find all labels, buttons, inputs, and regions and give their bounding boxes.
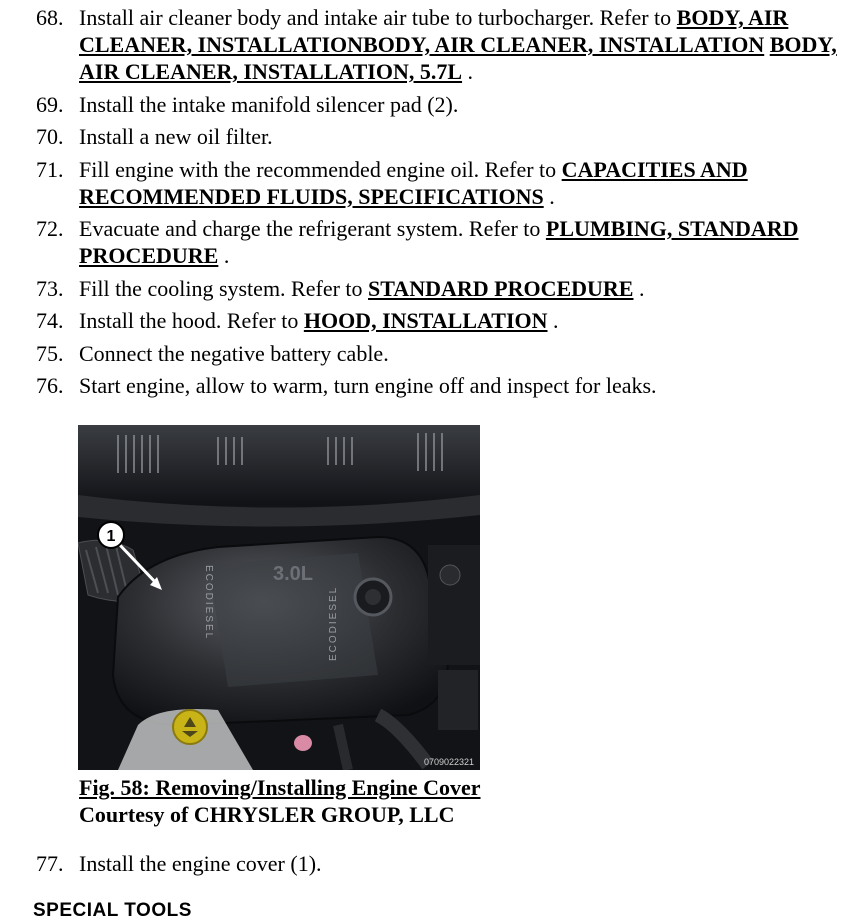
ref-link-body-air-cleaner-installation-5-7l[interactable]: BODY, AIR CLEANER, INSTALLATION, 5.7L [79,32,837,84]
callout-number: 1 [106,528,116,545]
step-69 [0,91,862,118]
step-76 [0,372,862,399]
ref-link-plumbing-standard-procedure[interactable]: PLUMBING, STANDARD PROCEDURE [79,216,799,268]
step-text: Install the engine cover (1). [79,851,322,876]
step-number: 76. [36,373,64,398]
step-73: 73. Fill the cooling system. Refer to STANDARD PROCEDURE . [36,275,645,301]
cowl-grille [78,425,480,505]
step-74: 74. Install the hood. Refer to HOOD, INSTALLATION . [36,308,559,333]
step-text: Connect the negative battery cable. [79,340,389,366]
step-72: 72. Evacuate and charge the refrigerant system. Refer to PLUMBING, STANDARD PROCEDURE . [36,216,799,268]
step-number: 71. [36,156,64,182]
step-70 [0,123,862,150]
engine-bay-illustration [78,425,480,770]
step-number: 70. [36,124,64,149]
step-number: 73. [36,275,64,301]
ref-link-body-air-cleaner-installation[interactable]: BODY, AIR CLEANER, INSTALLATIONBODY, AIR CLEANER, INSTALLATION [79,5,789,57]
step-text: Install the hood. Refer to [79,308,304,333]
step-text: Start engine, allow to warm, turn engine off and inspect for leaks. [79,373,657,398]
figure-caption: Fig. 58: Removing/Installing Engine Cover [79,775,481,800]
section-heading-special-tools: SPECIAL TOOLS [33,900,192,921]
engine-badge: 3.0L [273,563,314,585]
step-text: Evacuate and charge the refrigerant system. Refer to [79,216,546,241]
step-number: 72. [36,216,64,241]
step-text: Fill engine with the recommended engine oil. Refer to [79,156,562,182]
step-77 [0,850,862,877]
pink-cap [294,735,312,751]
brand-text-left: ECODIESEL [203,565,214,641]
step-number: 68. [36,5,64,30]
step-75 [0,340,862,367]
step-71: 71. Fill engine with the recommended engine oil. Refer to CAPACITIES AND RECOMMENDED FLUIDS, SPECIFICATIONS . [36,156,748,209]
engine-cover-photo [78,425,480,770]
step-text: Install a new oil filter. [79,124,273,149]
ref-link-capacities-fluids[interactable]: CAPACITIES AND RECOMMENDED FLUIDS, SPECIFICATIONS [79,156,748,209]
step-68: 68. Install air cleaner body and intake air tube to turbocharger. Refer to BODY, AIR CLEANER, INSTALLATIONBODY, AIR CLEANER, INSTALLATION BODY, AIR CLEANER, INSTALLATION, 5.7L . [36,5,837,84]
step-text: Install air cleaner body and intake air tube to turbocharger. Refer to [79,5,677,30]
step-number: 74. [36,308,64,333]
brand-text-right: ECODIESEL [328,585,339,661]
step-text: Fill the cooling system. Refer to [79,275,369,301]
ref-link-hood-installation[interactable]: HOOD, INSTALLATION [303,308,548,333]
procedure-steps [0,4,862,405]
image-id: 0709022321 [423,757,474,767]
step-number: 77. [36,851,64,876]
step-number: 69. [36,91,64,117]
figure-credit: Courtesy of CHRYSLER GROUP, LLC [79,802,455,827]
ref-link-standard-procedure[interactable]: STANDARD PROCEDURE [368,275,634,301]
step-number: 75. [36,340,64,366]
step-text: Install the intake manifold silencer pad (2). [79,91,459,117]
